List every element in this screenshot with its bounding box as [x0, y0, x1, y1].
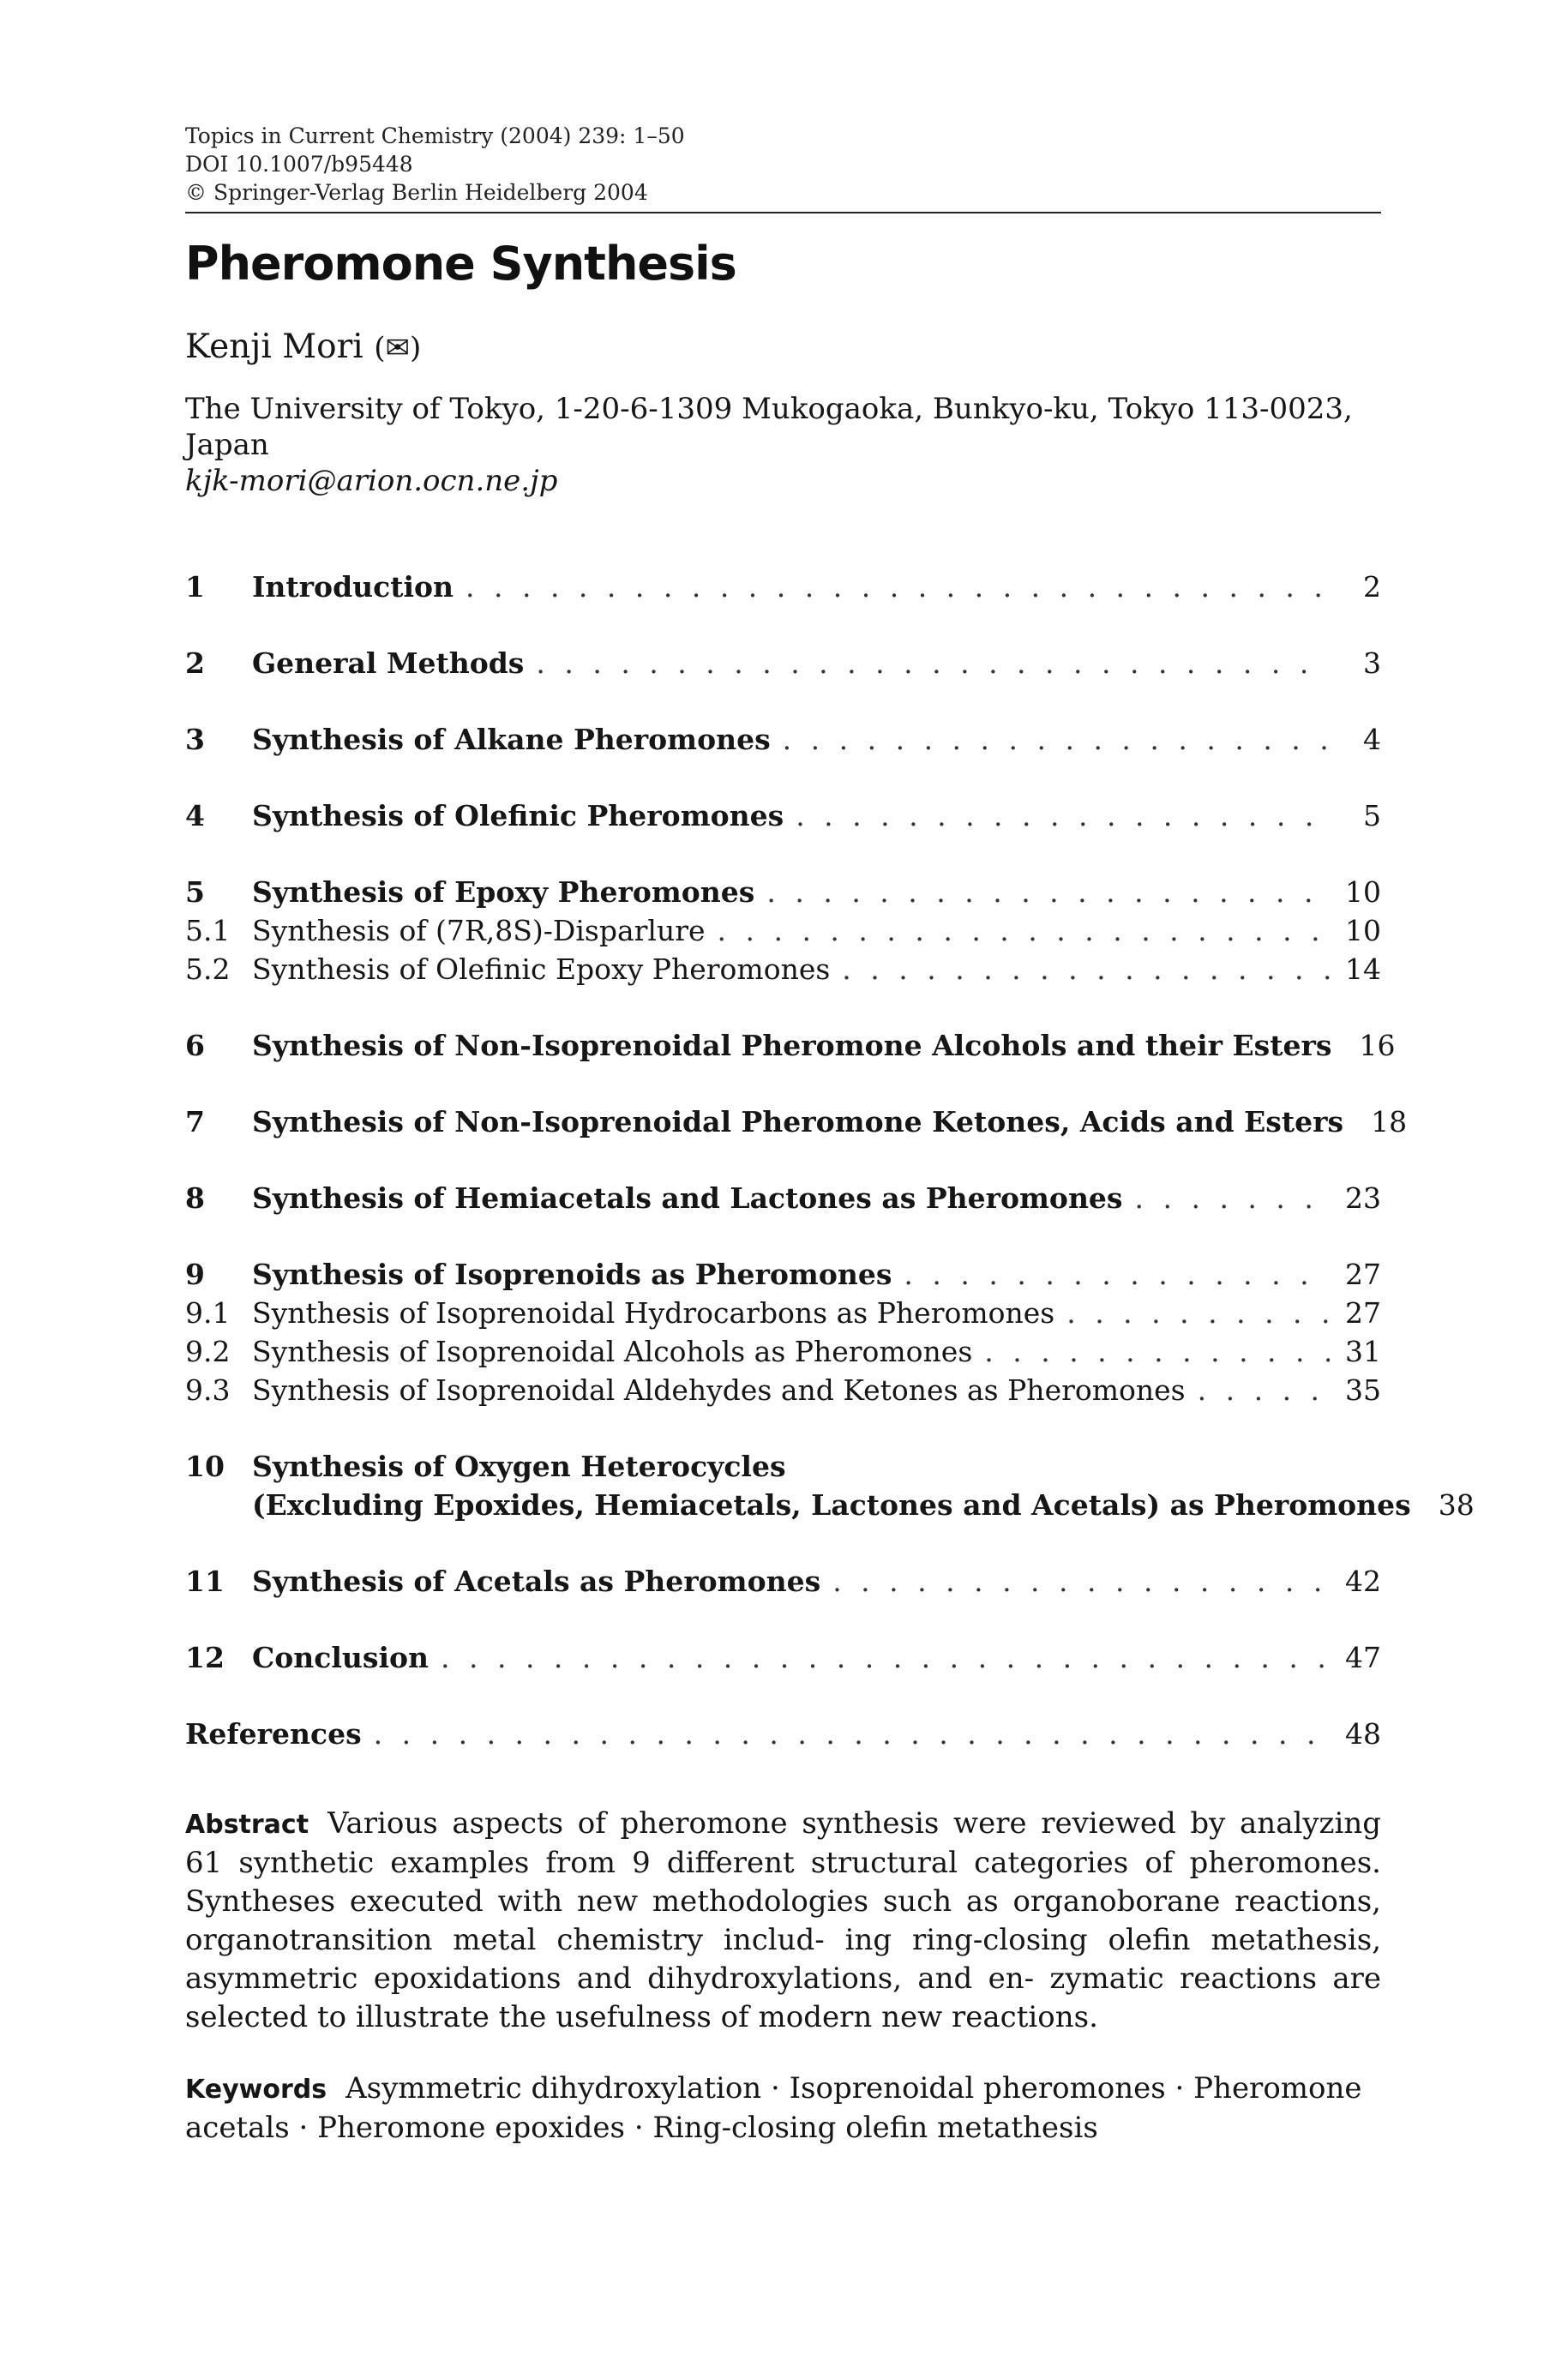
toc-entry-page: 38 — [1438, 1488, 1475, 1522]
toc-entry-title: Synthesis of Alkane Pheromones — [252, 723, 771, 756]
toc-group — [185, 644, 1381, 682]
toc-entry-number: 5 — [185, 875, 205, 909]
toc-entry[interactable] — [185, 1102, 1408, 1141]
toc-entry-title: Synthesis of Isoprenoidal Alcohols as Pheromones — [252, 1335, 973, 1368]
toc-entry-number: 9.1 — [185, 1296, 231, 1330]
abstract — [185, 1805, 1381, 2037]
toc-group — [185, 1562, 1381, 1601]
toc-entry-title: Introduction — [252, 570, 454, 604]
toc-dot-leader — [1198, 1371, 1330, 1409]
toc-dot-leader — [536, 644, 1330, 682]
toc-entry-number: 9.2 — [185, 1335, 231, 1368]
toc-entry[interactable] — [185, 1332, 1381, 1371]
toc-group — [185, 568, 1381, 606]
toc-group — [185, 796, 1381, 835]
toc-entry-number: 6 — [185, 1029, 205, 1062]
envelope-icon[interactable]: (✉) — [374, 331, 422, 365]
toc-dot-leader — [842, 950, 1330, 988]
toc-dot-leader — [796, 796, 1330, 835]
toc-entry[interactable] — [185, 911, 1381, 950]
doi-line: DOI 10.1007/b95448 — [185, 152, 413, 177]
toc-entry-page: 4 — [1363, 723, 1381, 756]
toc-entry-page: 31 — [1345, 1335, 1381, 1368]
toc-dot-leader — [1066, 1294, 1330, 1332]
toc-entry-title: Synthesis of Hemiacetals and Lactones as Pheromones — [252, 1181, 1123, 1215]
abstract-text: Various aspects of pheromone synthesis were reviewed by analyzing 61 synthetic examples from 9 different structural categories of pheromones. Syntheses executed with new methodologies such as organoborane reactions, organotransition metal chemistry includ- ing ring-closing olefin metathesis, asymmetric epoxidations and dihydroxylations, and en- zymatic reactions are selected to illustrate the usefulness of modern new reactions. — [185, 1806, 1381, 2034]
keywords-text: Asymmetric dihydroxylation · Isoprenoidal pheromones · Pheromone acetals · Pheromone epoxides · Ring-closing olefin metathesis — [185, 2071, 1362, 2145]
toc-group — [185, 720, 1381, 759]
toc-entry-page: 16 — [1359, 1029, 1396, 1062]
author-email[interactable]: kjk-mori@arion.ocn.ne.jp — [185, 464, 558, 498]
keywords — [185, 2070, 1381, 2148]
toc-entry-number: 11 — [185, 1565, 225, 1598]
toc-entry-page: 35 — [1345, 1373, 1381, 1407]
author-affiliation: The University of Tokyo, 1-20-6-1309 Mukogaoka, Bunkyo-ku, Tokyo 113-0023, Japan — [185, 392, 1353, 462]
copyright-line: © Springer-Verlag Berlin Heidelberg 2004 — [185, 180, 648, 205]
toc-entry[interactable] — [185, 644, 1381, 682]
toc-entry-title: Synthesis of Non-Isoprenoidal Pheromone Ketones, Acids and Esters — [252, 1105, 1344, 1138]
toc-entry-page: 3 — [1363, 646, 1381, 680]
keywords-heading: Keywords — [185, 2075, 327, 2105]
toc-entry[interactable] — [185, 1371, 1381, 1409]
toc-entry-title: Synthesis of Acetals as Pheromones — [252, 1565, 821, 1598]
toc-entry-number: 8 — [185, 1181, 205, 1215]
toc-dot-leader — [984, 1332, 1330, 1371]
toc-group — [185, 1447, 1475, 1524]
toc-entry-number: 12 — [185, 1641, 225, 1674]
toc-entry-title: Synthesis of Epoxy Pheromones — [252, 875, 755, 909]
toc-entry-page: 47 — [1345, 1641, 1381, 1674]
toc-dot-leader — [832, 1562, 1330, 1601]
toc-entry[interactable] — [185, 1715, 1381, 1753]
toc-entry-title: Synthesis of Olefinic Pheromones — [252, 799, 784, 832]
toc-entry-title: Synthesis of Isoprenoidal Hydrocarbons as Pheromones — [252, 1296, 1055, 1330]
toc-entry[interactable] — [185, 950, 1381, 988]
toc-dot-leader — [718, 911, 1331, 950]
toc-dot-leader — [466, 568, 1330, 606]
author-name: Kenji Mori — [185, 327, 363, 366]
toc-entry-page: 27 — [1345, 1296, 1381, 1330]
toc-entry-number: 5.1 — [185, 914, 231, 947]
toc-dot-leader — [904, 1255, 1330, 1294]
toc-entry-title: Synthesis of Olefinic Epoxy Pheromones — [252, 952, 831, 986]
toc-entry-number: 2 — [185, 646, 205, 680]
toc-entry-title: Synthesis of Oxygen Heterocycles — [252, 1450, 786, 1483]
toc-entry[interactable] — [185, 1486, 1475, 1524]
toc-entry-number: 10 — [185, 1450, 225, 1483]
toc-entry[interactable] — [185, 1026, 1396, 1065]
toc-entry-page: 10 — [1345, 875, 1381, 909]
article-title: Pheromone Synthesis — [185, 237, 736, 291]
toc-entry-page: 10 — [1345, 914, 1381, 947]
article-first-page — [185, 122, 1475, 2148]
toc-entry-title: (Excluding Epoxides, Hemiacetals, Lactones and Acetals) as Pheromones — [252, 1488, 1411, 1522]
toc-entry-page: 42 — [1345, 1565, 1381, 1598]
toc-entry-title: Conclusion — [252, 1641, 430, 1674]
toc-entry[interactable] — [185, 1447, 1381, 1486]
toc-entry[interactable] — [185, 1638, 1381, 1677]
toc-entry[interactable] — [185, 1294, 1381, 1332]
table-of-contents — [185, 568, 1475, 1753]
toc-entry-page: 14 — [1345, 952, 1381, 986]
toc-entry[interactable] — [185, 568, 1381, 606]
toc-entry-number: 7 — [185, 1105, 205, 1138]
toc-entry-page: 27 — [1345, 1258, 1381, 1291]
toc-entry-number: 1 — [185, 570, 205, 604]
toc-entry-page: 2 — [1363, 570, 1381, 604]
toc-group — [185, 1179, 1381, 1217]
toc-entry-title: References — [185, 1717, 362, 1751]
toc-entry[interactable] — [185, 1255, 1381, 1294]
journal-line: Topics in Current Chemistry (2004) 239: 1–50 — [185, 123, 685, 148]
toc-entry-title: Synthesis of (7R,8S)-Disparlure — [252, 914, 706, 947]
toc-entry[interactable] — [185, 1562, 1381, 1601]
toc-group — [185, 1715, 1381, 1753]
toc-group — [185, 1102, 1408, 1141]
author-line — [185, 327, 1381, 369]
toc-entry-number: 9.3 — [185, 1373, 231, 1407]
toc-entry-title: Synthesis of Isoprenoidal Aldehydes and Ketones as Pheromones — [252, 1373, 1186, 1407]
abstract-heading: Abstract — [185, 1810, 309, 1840]
toc-entry-number: 4 — [185, 799, 205, 832]
toc-group — [185, 873, 1381, 988]
toc-entry-page: 48 — [1345, 1717, 1381, 1751]
toc-entry[interactable] — [185, 873, 1381, 911]
toc-entry[interactable] — [185, 1179, 1381, 1217]
toc-entry-number: 5.2 — [185, 952, 231, 986]
toc-group — [185, 1638, 1381, 1677]
toc-entry-page: 5 — [1363, 799, 1381, 832]
toc-entry[interactable] — [185, 796, 1381, 835]
toc-entry-title: Synthesis of Isoprenoids as Pheromones — [252, 1258, 892, 1291]
toc-entry-page: 23 — [1345, 1181, 1381, 1215]
toc-dot-leader — [783, 720, 1330, 759]
header-rule — [185, 212, 1381, 213]
toc-entry-title: Synthesis of Non-Isoprenoidal Pheromone Alcohols and their Esters — [252, 1029, 1332, 1062]
toc-dot-leader — [441, 1638, 1330, 1677]
toc-dot-leader — [1135, 1179, 1330, 1217]
toc-entry-title: General Methods — [252, 646, 525, 680]
toc-entry-number: 9 — [185, 1258, 205, 1291]
toc-group — [185, 1255, 1381, 1409]
toc-dot-leader — [766, 873, 1330, 911]
toc-entry-number: 3 — [185, 723, 205, 756]
toc-group — [185, 1026, 1396, 1065]
toc-entry[interactable] — [185, 720, 1381, 759]
toc-dot-leader — [374, 1715, 1330, 1753]
toc-entry-page: 18 — [1371, 1105, 1408, 1138]
